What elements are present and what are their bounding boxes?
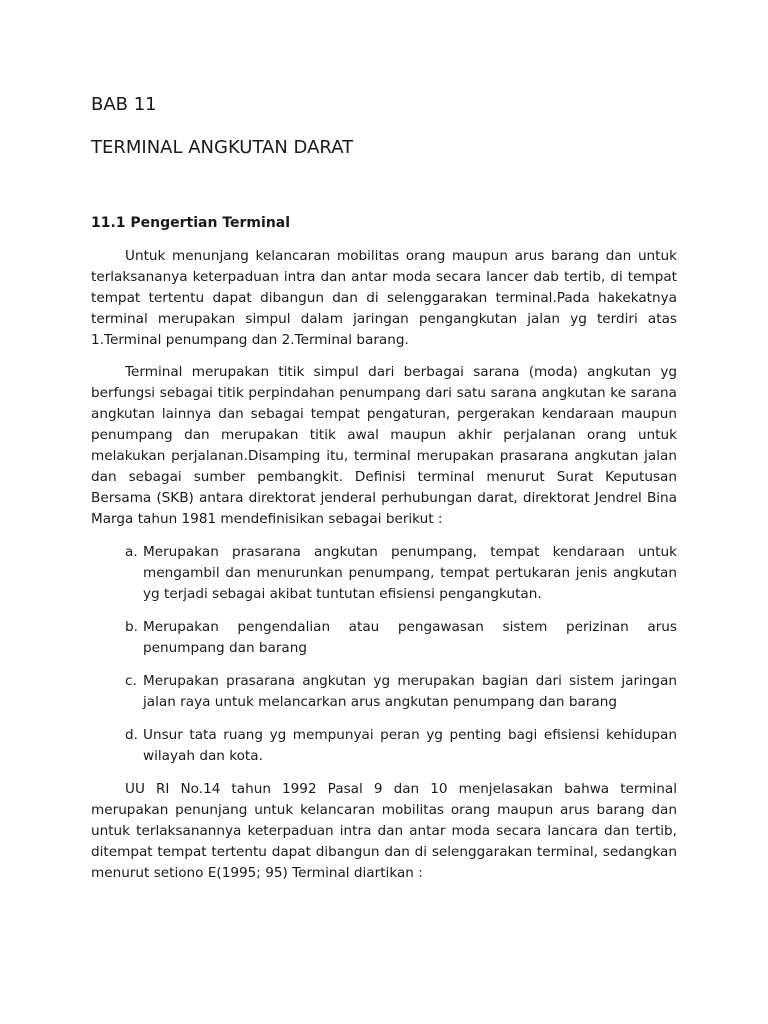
section-title: 11.1 Pengertian Terminal	[91, 215, 291, 231]
list-item-text: Merupakan prasarana angkutan penumpang, tempat kendaraan untuk mengambil dan menurunkan penumpang, tempat pertukaran jenis angkutan yg terjadi sebagai akibat tuntutan efisiensi pengangkutan.	[143, 544, 677, 602]
list-marker: a.	[125, 544, 138, 560]
paragraph-1: Untuk menunjang kelancaran mobilitas orang maupun arus barang dan untuk terlaksananya keterpaduan intra dan antar moda secara lancer dab tertib, di tempat tempat tertentu dapat dibangun dan di selenggarakan terminal.Pada hakekatnya terminal merupakan simpul dalam jaringan pengangkutan jalan yg terdiri atas 1.Terminal penumpang dan 2.Terminal barang.	[91, 248, 677, 348]
list-item-text: Merupakan pengendalian atau pengawasan sistem perizinan arus penumpang dan barang	[143, 619, 677, 656]
list-item-text: Merupakan prasarana angkutan yg merupakan bagian dari sistem jaringan jalan raya untuk melancarkan arus angkutan penumpang dan barang	[143, 673, 677, 710]
document-body	[91, 246, 677, 884]
chapter-number: BAB 11	[91, 94, 157, 115]
list-item	[91, 542, 677, 605]
list-marker: c.	[125, 673, 137, 689]
list-item-text: Unsur tata ruang yg mempunyai peran yg penting bagi efisiensi kehidupan wilayah dan kota.	[143, 727, 677, 764]
list-item	[91, 617, 677, 659]
paragraph-3: UU RI No.14 tahun 1992 Pasal 9 dan 10 menjelasakan bahwa terminal merupakan penunjang untuk kelancaran mobilitas orang maupun arus barang dan untuk terlaksanannya keterpaduan intra dan antar moda secara lancara dan tertib, ditempat tempat tertentu dapat dibangun dan di selenggarakan terminal, sedangkan menurut setiono E(1995; 95) Terminal diartikan :	[91, 781, 677, 881]
paragraph-2: Terminal merupakan titik simpul dari berbagai sarana (moda) angkutan yg berfungsi sebagai titik perpindahan penumpang dari satu sarana angkutan ke sarana angkutan lainnya dan sebagai tempat pengaturan, pergerakan kendaraan maupun penumpang dan merupakan titik awal maupun akhir perjalanan orang untuk melakukan perjalanan.Disamping itu, terminal merupakan prasarana angkutan jalan dan sebagai sumber pembangkit. Definisi terminal menurut Surat Keputusan Bersama (SKB) antara direktorat jenderal perhubungan darat, direktorat Jendrel Bina Marga tahun 1981 mendefinisikan sebagai berikut :	[91, 364, 677, 527]
list-item	[91, 671, 677, 713]
definition-list	[91, 542, 677, 767]
chapter-title: TERMINAL ANGKUTAN DARAT	[91, 137, 354, 158]
list-marker: b.	[125, 619, 138, 635]
list-marker: d.	[125, 727, 138, 743]
list-item	[91, 725, 677, 767]
